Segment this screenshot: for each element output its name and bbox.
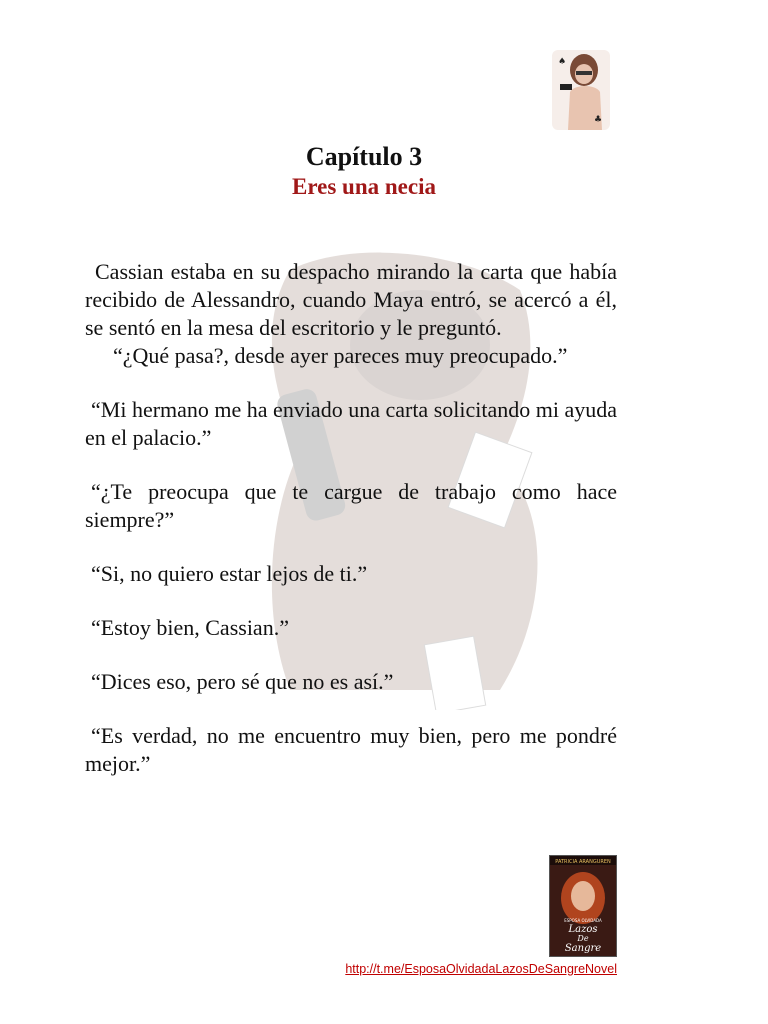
paragraph: “Estoy bien, Cassian.” — [91, 615, 289, 640]
paragraph: “Si, no quiero estar lejos de ti.” — [91, 561, 368, 586]
chapter-number: Capítulo 3 — [305, 142, 423, 171]
paragraph: Cassian estaba en su despacho mirando la carta que había recibido de Alessandro, cuando Maya entró, se acercó a él, se sentó en la mesa del escritorio y le preguntó. — [85, 259, 617, 340]
book-series: ESPOSA OLVIDADA — [564, 918, 602, 923]
book-title-line3: Sangre — [564, 943, 602, 954]
book-author: PATRICIA ARANGUREN — [555, 859, 611, 865]
paragraph: “Mi hermano me ha enviado una carta solicitando mi ayuda en el palacio.” — [85, 397, 617, 450]
svg-text:♠: ♠ — [558, 57, 567, 67]
svg-text:♣: ♣ — [594, 115, 603, 125]
corner-illustration — [548, 44, 614, 134]
book-title-line1: Lazos — [568, 924, 598, 935]
paragraph: “Es verdad, no me encuentro muy bien, pero me pondré mejor.” — [85, 723, 617, 776]
book-title-line2: De — [577, 934, 589, 943]
paragraph: “¿Qué pasa?, desde ayer pareces muy preocupado.” — [113, 343, 568, 368]
chapter-title: Eres una necia — [292, 174, 436, 199]
paragraph: “Dices eso, pero sé que no es así.” — [91, 669, 394, 694]
book-cover — [549, 855, 617, 957]
paragraph: “¿Te preocupa que te cargue de trabajo como hace siempre?” — [85, 479, 617, 532]
telegram-channel-link[interactable]: http://t.me/EsposaOlvidadaLazosDeSangreNovel — [345, 962, 617, 976]
chapter-body — [85, 258, 617, 778]
